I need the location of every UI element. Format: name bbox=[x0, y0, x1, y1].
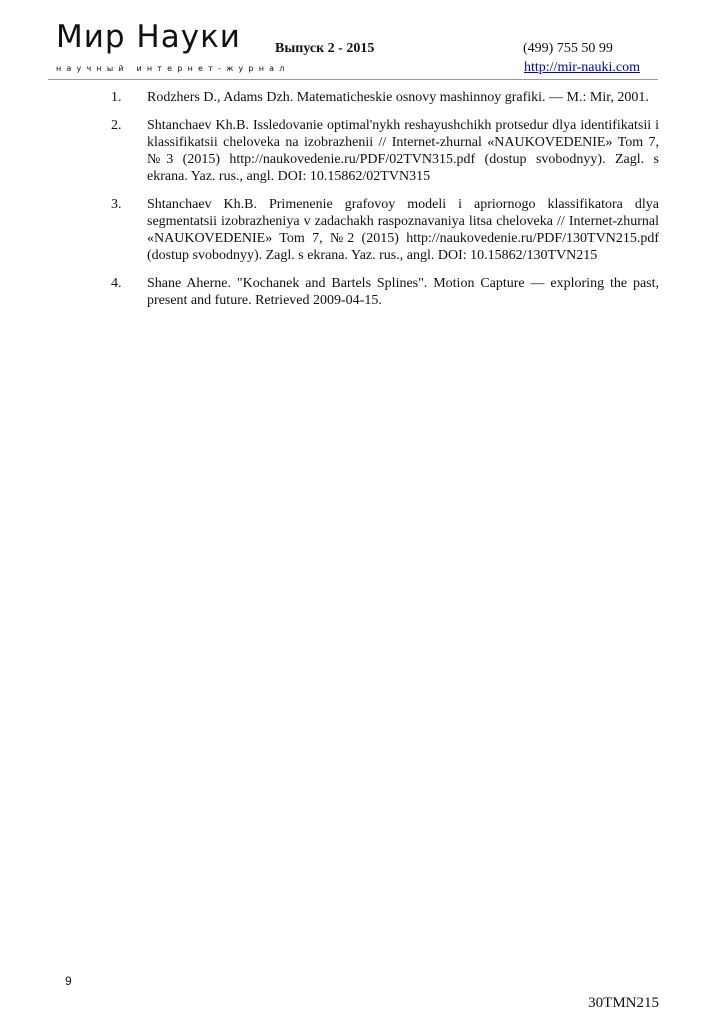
journal-website-link[interactable]: http://mir-nauki.com bbox=[524, 60, 640, 75]
journal-logo-subtitle: научный интернет-журнал bbox=[56, 64, 290, 73]
page-number: 9 bbox=[65, 974, 72, 988]
reference-item bbox=[111, 275, 659, 309]
reference-item bbox=[111, 196, 659, 264]
reference-text: Shtanchaev Kh.B. Primenenie grafovoy modeli i apriornogo klassifikatora dlya segmentatsii izobrazheniya v zadachakh raspoznavaniya litsa cheloveka // Internet-zhurnal «NAUKOVEDENIE» Tom 7, №2 (2015) http://naukovedenie.ru/PDF/130TVN215.pdf (dostup svobodnyy). Zagl. s ekrana. Yaz. rus., angl. DOI: 10.15862/130TVN215 bbox=[147, 197, 659, 263]
reference-list bbox=[111, 89, 659, 320]
reference-item bbox=[111, 89, 659, 106]
header-divider bbox=[48, 79, 658, 80]
phone-number: (499) 755 50 99 bbox=[523, 41, 613, 56]
reference-text: Shtanchaev Kh.B. Issledovanie optimal'nykh reshayushchikh protsedur dlya identifikatsii i klassifikatsii cheloveka na izobrazhenii // Internet-zhurnal «NAUKOVEDENIE» Tom 7, №3 (2015) http://naukovedenie.ru/PDF/02TVN315.pdf (dostup svobodnyy). Zagl. s ekrana. Yaz. rus., angl. DOI: 10.15862/02TVN315 bbox=[147, 118, 659, 184]
reference-item bbox=[111, 117, 659, 185]
reference-number: 1. bbox=[111, 90, 122, 105]
journal-logo-title: Мир Науки bbox=[56, 19, 241, 55]
article-code: 30TMN215 bbox=[588, 995, 659, 1011]
reference-text: Rodzhers D., Adams Dzh. Matematicheskie osnovy mashinnoy grafiki. — M.: Mir, 2001. bbox=[147, 90, 649, 105]
reference-text: Shane Aherne. "Kochanek and Bartels Splines". Motion Capture — exploring the past, present and future. Retrieved 2009-04-15. bbox=[147, 276, 659, 308]
reference-number: 3. bbox=[111, 197, 122, 212]
reference-number: 4. bbox=[111, 276, 122, 291]
issue-label: Выпуск 2 - 2015 bbox=[275, 41, 375, 56]
journal-header bbox=[0, 0, 724, 82]
reference-number: 2. bbox=[111, 118, 122, 133]
